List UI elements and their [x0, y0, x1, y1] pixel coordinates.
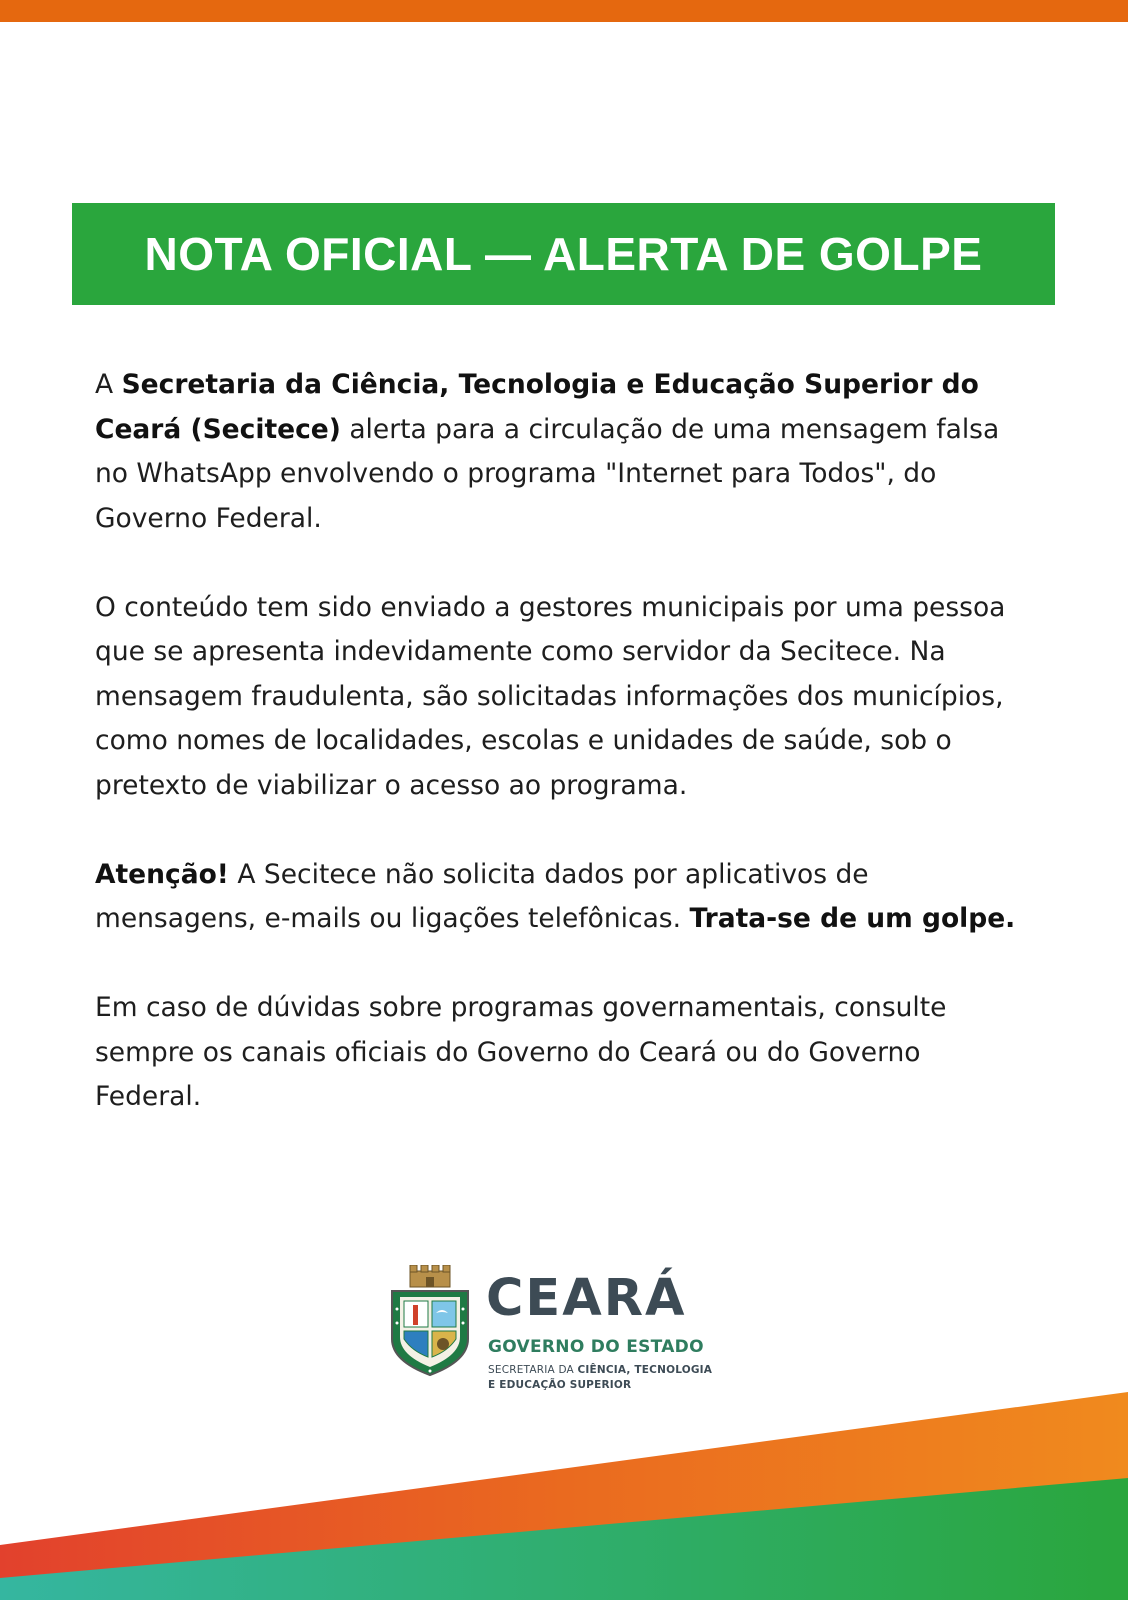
warning-bold-atencao: Atenção! — [95, 858, 229, 890]
paragraph-guidance: Em caso de dúvidas sobre programas governamentais, consulte sempre os canais oficiais do Governo do Ceará ou do Governo Federal. — [95, 992, 947, 1112]
paragraph-intro — [95, 363, 1035, 541]
paragraph-warning — [95, 853, 1035, 942]
warning-text: A Secitece não solicita dados por aplicativos de mensagens, e-mails ou ligações telefônicas. — [95, 858, 869, 934]
ceara-government-logo — [388, 1265, 748, 1395]
title-banner — [72, 203, 1055, 305]
intro-bold-secretaria: Secretaria da Ciência, Tecnologia e Educação Superior do Ceará (Secitece) — [95, 369, 979, 445]
notice-body — [95, 363, 1035, 1164]
secretaria-bold-1: CIÊNCIA, TECNOLOGIA — [577, 1364, 713, 1376]
intro-text-1: A — [95, 369, 122, 400]
secretaria-bold-2: E EDUCAÇÃO SUPERIOR — [488, 1379, 632, 1391]
brand-subtitle: GOVERNO DO ESTADO — [488, 1337, 704, 1357]
brand-secretaria — [488, 1363, 748, 1393]
ceara-coat-of-arms-icon — [388, 1265, 472, 1377]
warning-bold-golpe: Trata-se de um golpe. — [689, 903, 1016, 934]
secretaria-text: SECRETARIA DA — [488, 1364, 578, 1376]
paragraph-details: O conteúdo tem sido enviado a gestores municipais por uma pessoa que se apresenta indevidamente como servidor da Secitece. Na mensagem fraudulenta, são solicitadas informações dos municípios, como nomes de localidades, escolas e unidades de saúde, sob o pretexto de viabilizar o acesso ao programa. — [95, 591, 1006, 801]
brand-name: CEARÁ — [486, 1269, 687, 1328]
page-title: NOTA OFICIAL — ALERTA DE GOLPE — [144, 228, 983, 280]
bottom-decorative-swoosh — [0, 1390, 1128, 1600]
intro-text-2: alerta para a circulação de uma mensagem falsa no WhatsApp envolvendo o programa "Internet para Todos", do Governo Federal. — [95, 413, 1000, 534]
top-accent-bar — [0, 0, 1128, 22]
